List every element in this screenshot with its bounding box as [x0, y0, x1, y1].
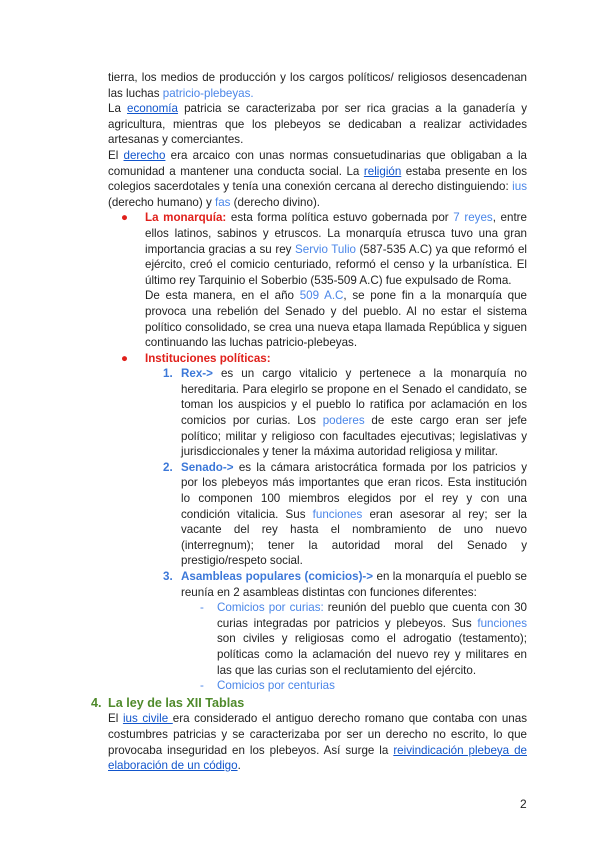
rex-text [181, 366, 527, 460]
text-run: patricia se caracterizaba por ser rica gracias a la ganadería y agricultura, mientras que los plebeyos se dedicaban a realizar actividades artesanas y comerciantes. [108, 102, 527, 147]
paragraph-luchas [108, 70, 527, 101]
text-run: patricio-plebeyas. [162, 86, 254, 100]
text-run: fas [214, 195, 231, 209]
text-run: de este cargo eran ser jefe político; militar y religioso con facultades ejecutivas; legislativas y jurisdiccionales y tener la máxima autoridad religiosa y militar. [181, 414, 528, 459]
text-run: , se pone fin a la monarquía que provoca una rebelión del Senado y del pueblo. Al no estar el sistema político consolidado, se crea una nueva etapa llamada República y siguen continuando las luchas patricio-plebeyas. [145, 289, 528, 350]
text-run: (587-535 A.C) ya que reformó el ejército, creó el comicio centuriado, reformó el censo y la urbanística. El último rey Tarquinio el Soberbio (535-509 A.C) fue expulsado de Roma. [145, 242, 527, 287]
text-run: La [108, 102, 128, 116]
text-run: De esta manera, en el año [145, 289, 300, 303]
text-link[interactable]: reivindicación plebeya de elaboración de un código [108, 743, 527, 773]
text-run: estaba presente en los colegios sacerdotales y tenía una conexión cercana al derecho distinguiendo: [108, 164, 527, 194]
text-run: Servio Tulio [295, 242, 356, 256]
text-run: tierra, los medios de producción y los cargos políticos/ religiosos desencadenan las luchas [108, 71, 527, 100]
text-run: 509 A.C [299, 289, 344, 303]
text-run: ius [512, 180, 527, 194]
text-run: eran asesorar al rey; ser la vacante del rey hasta el nombramiento de uno nuevo (interregnum); tener la autoridad moral del Senado y prestigio/respeto social. [181, 507, 527, 568]
paragraph-ius-civile [108, 711, 527, 773]
text-run: reunión del pueblo que cuenta con 30 curias integradas por patricios y plebeyos. Sus [217, 601, 527, 630]
text-run: son civiles y religiosas como el adrogatio (testamento); políticas como la aclamación del nuevo rey y militares en las que las curias son el reclutamiento del ejército. [217, 632, 527, 677]
text-run: Asambleas populares (comicios)-> [181, 570, 374, 583]
text-link[interactable]: religión [363, 164, 402, 178]
text-run: La monarquía: [145, 211, 227, 225]
text-run: en la monarquía el pueblo se reunía en 2 asambleas distintas con funciones diferentes: [181, 570, 527, 599]
bullet-marker: ● [121, 211, 129, 225]
text-run: funciones [477, 616, 527, 630]
paragraph-economia [108, 101, 527, 148]
text-run: esta forma política estuvo gobernada por [226, 211, 454, 225]
number-marker: 1. [163, 367, 173, 381]
text-run: es un cargo vitalicio y pertenece a la monarquía no hereditaria. Para elegirlo se propone en el Senado el candidato, se toman los auspicios y el pueblo lo ratifica por aclamación en los comicios por curias. Los [181, 367, 527, 428]
dash-marker: - [200, 679, 204, 693]
text-run: (derecho divino). [230, 195, 321, 209]
text-run: Senado-> [181, 460, 234, 474]
text-run: Comicios por curias: [217, 601, 324, 615]
text-run: , entre ellos latinos, sabinos y etruscos. La monarquía etrusca tuvo una gran importancia gracias a su rey [145, 211, 527, 256]
heading-number: 4. [91, 695, 102, 710]
section-heading-4 [91, 695, 527, 712]
curias-text [217, 600, 527, 678]
centurias-text [217, 678, 527, 694]
text-link[interactable]: ius civile [122, 712, 173, 726]
heading-text [108, 696, 527, 712]
monarquia-text-2 [145, 288, 527, 350]
senado-text [181, 460, 527, 569]
number-marker: 2. [163, 460, 173, 474]
bullet-monarquia [121, 210, 528, 350]
bullet-instituciones [121, 351, 527, 367]
text-run: El [108, 148, 124, 162]
text-run: La ley de las XII Tablas [108, 695, 245, 710]
list-item-centurias [200, 678, 527, 694]
text-run: era considerado el antiguo derecho romano que contaba con unas costumbres patricias y se caracterizaba por ser un derecho no escrito, lo que provocaba inseguridad en los plebeyos. Así surge la [108, 712, 527, 757]
bullet-marker: ● [121, 351, 129, 365]
list-item-senado [163, 460, 527, 569]
text-run: (derecho humano) y [108, 195, 215, 209]
text-run: Instituciones políticas: [145, 351, 271, 365]
text-run: funciones [312, 507, 363, 521]
text-link[interactable]: economía [127, 102, 178, 116]
instituciones-heading [145, 351, 527, 367]
list-item-curias [200, 600, 527, 678]
list-item-rex [163, 366, 528, 460]
text-run: . [237, 759, 241, 773]
text-run: Comicios por centurias [217, 679, 335, 693]
text-run: Rex-> [181, 367, 213, 381]
document-page [91, 70, 528, 774]
text-run: 7 reyes [453, 211, 493, 225]
dash-marker: - [200, 601, 204, 615]
text-run: es la cámara aristocrática formada por los patricios y por los plebeyos más importantes que eran ricos. Esta institución lo componen 100 miembros elegidos por el rey y con una condición vitalicia. Sus [181, 460, 527, 521]
paragraph-derecho [108, 148, 527, 210]
page-number: 2 [520, 797, 527, 811]
asambleas-text [181, 569, 527, 600]
text-run: poderes [322, 414, 365, 428]
number-marker: 3. [163, 570, 173, 583]
text-run: era arcaico con unas normas consuetudinarias que obligaban a la comunidad a mantener una conducta social. La [108, 148, 528, 178]
monarquia-text [145, 210, 527, 288]
text-link[interactable]: derecho [123, 148, 166, 162]
list-item-asambleas [163, 569, 527, 600]
text-run: El [108, 712, 123, 726]
